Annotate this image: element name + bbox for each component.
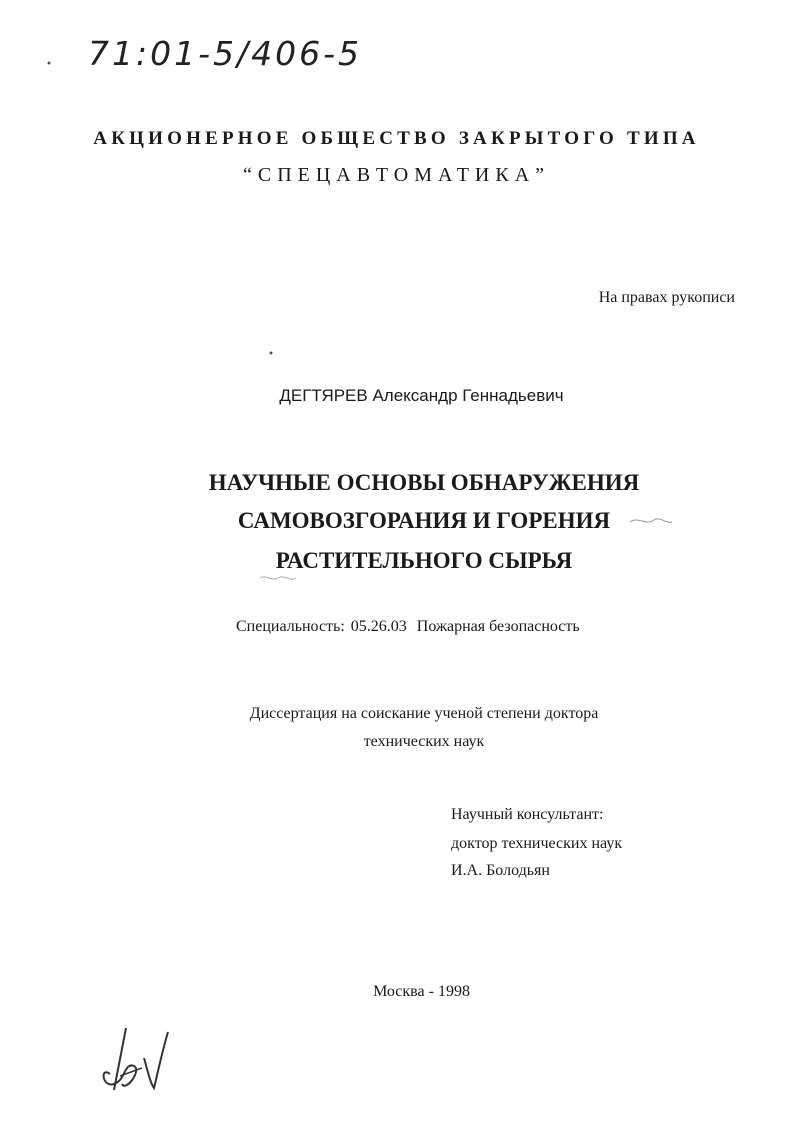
scan-artifact-dot — [268, 350, 274, 356]
specialty — [236, 618, 580, 636]
manuscript-rights: На правах рукописи — [598, 289, 735, 306]
organization-name: “СПЕЦАВТОМАТИКА” — [242, 164, 551, 186]
dissertation-title-line-1: НАУЧНЫЕ ОСНОВЫ ОБНАРУЖЕНИЯ — [208, 470, 640, 495]
specialty-name: Пожарная безопасность — [416, 618, 580, 635]
degree-statement-line-1: Диссертация на соискание ученой степени доктора — [249, 705, 599, 722]
degree-statement-line-2: технических наук — [363, 733, 485, 750]
scan-artifact-dot — [46, 60, 52, 66]
city-year: Москва - 1998 — [373, 983, 470, 1000]
specialty-code: 05.26.03 — [350, 618, 407, 635]
consultant-name: И.А. Болодьян — [451, 862, 550, 879]
consultant-role: Научный консультант: — [451, 806, 604, 823]
organization-type: АКЦИОНЕРНОЕ ОБЩЕСТВО ЗАКРЫТОГО ТИПА — [93, 128, 700, 149]
handwritten-signature — [96, 1018, 186, 1098]
consultant-degree: доктор технических наук — [451, 835, 623, 852]
dissertation-title-line-2: САМОВОЗГОРАНИЯ И ГОРЕНИЯ — [237, 508, 611, 533]
archive-number: 71:01-5/406-5 — [88, 34, 363, 73]
dissertation-title-line-3: РАСТИТЕЛЬНОГО СЫРЬЯ — [275, 548, 573, 573]
specialty-label: Специальность: — [236, 618, 345, 635]
author-name: ДЕГТЯРЕВ Александр Геннадьевич — [279, 386, 564, 405]
